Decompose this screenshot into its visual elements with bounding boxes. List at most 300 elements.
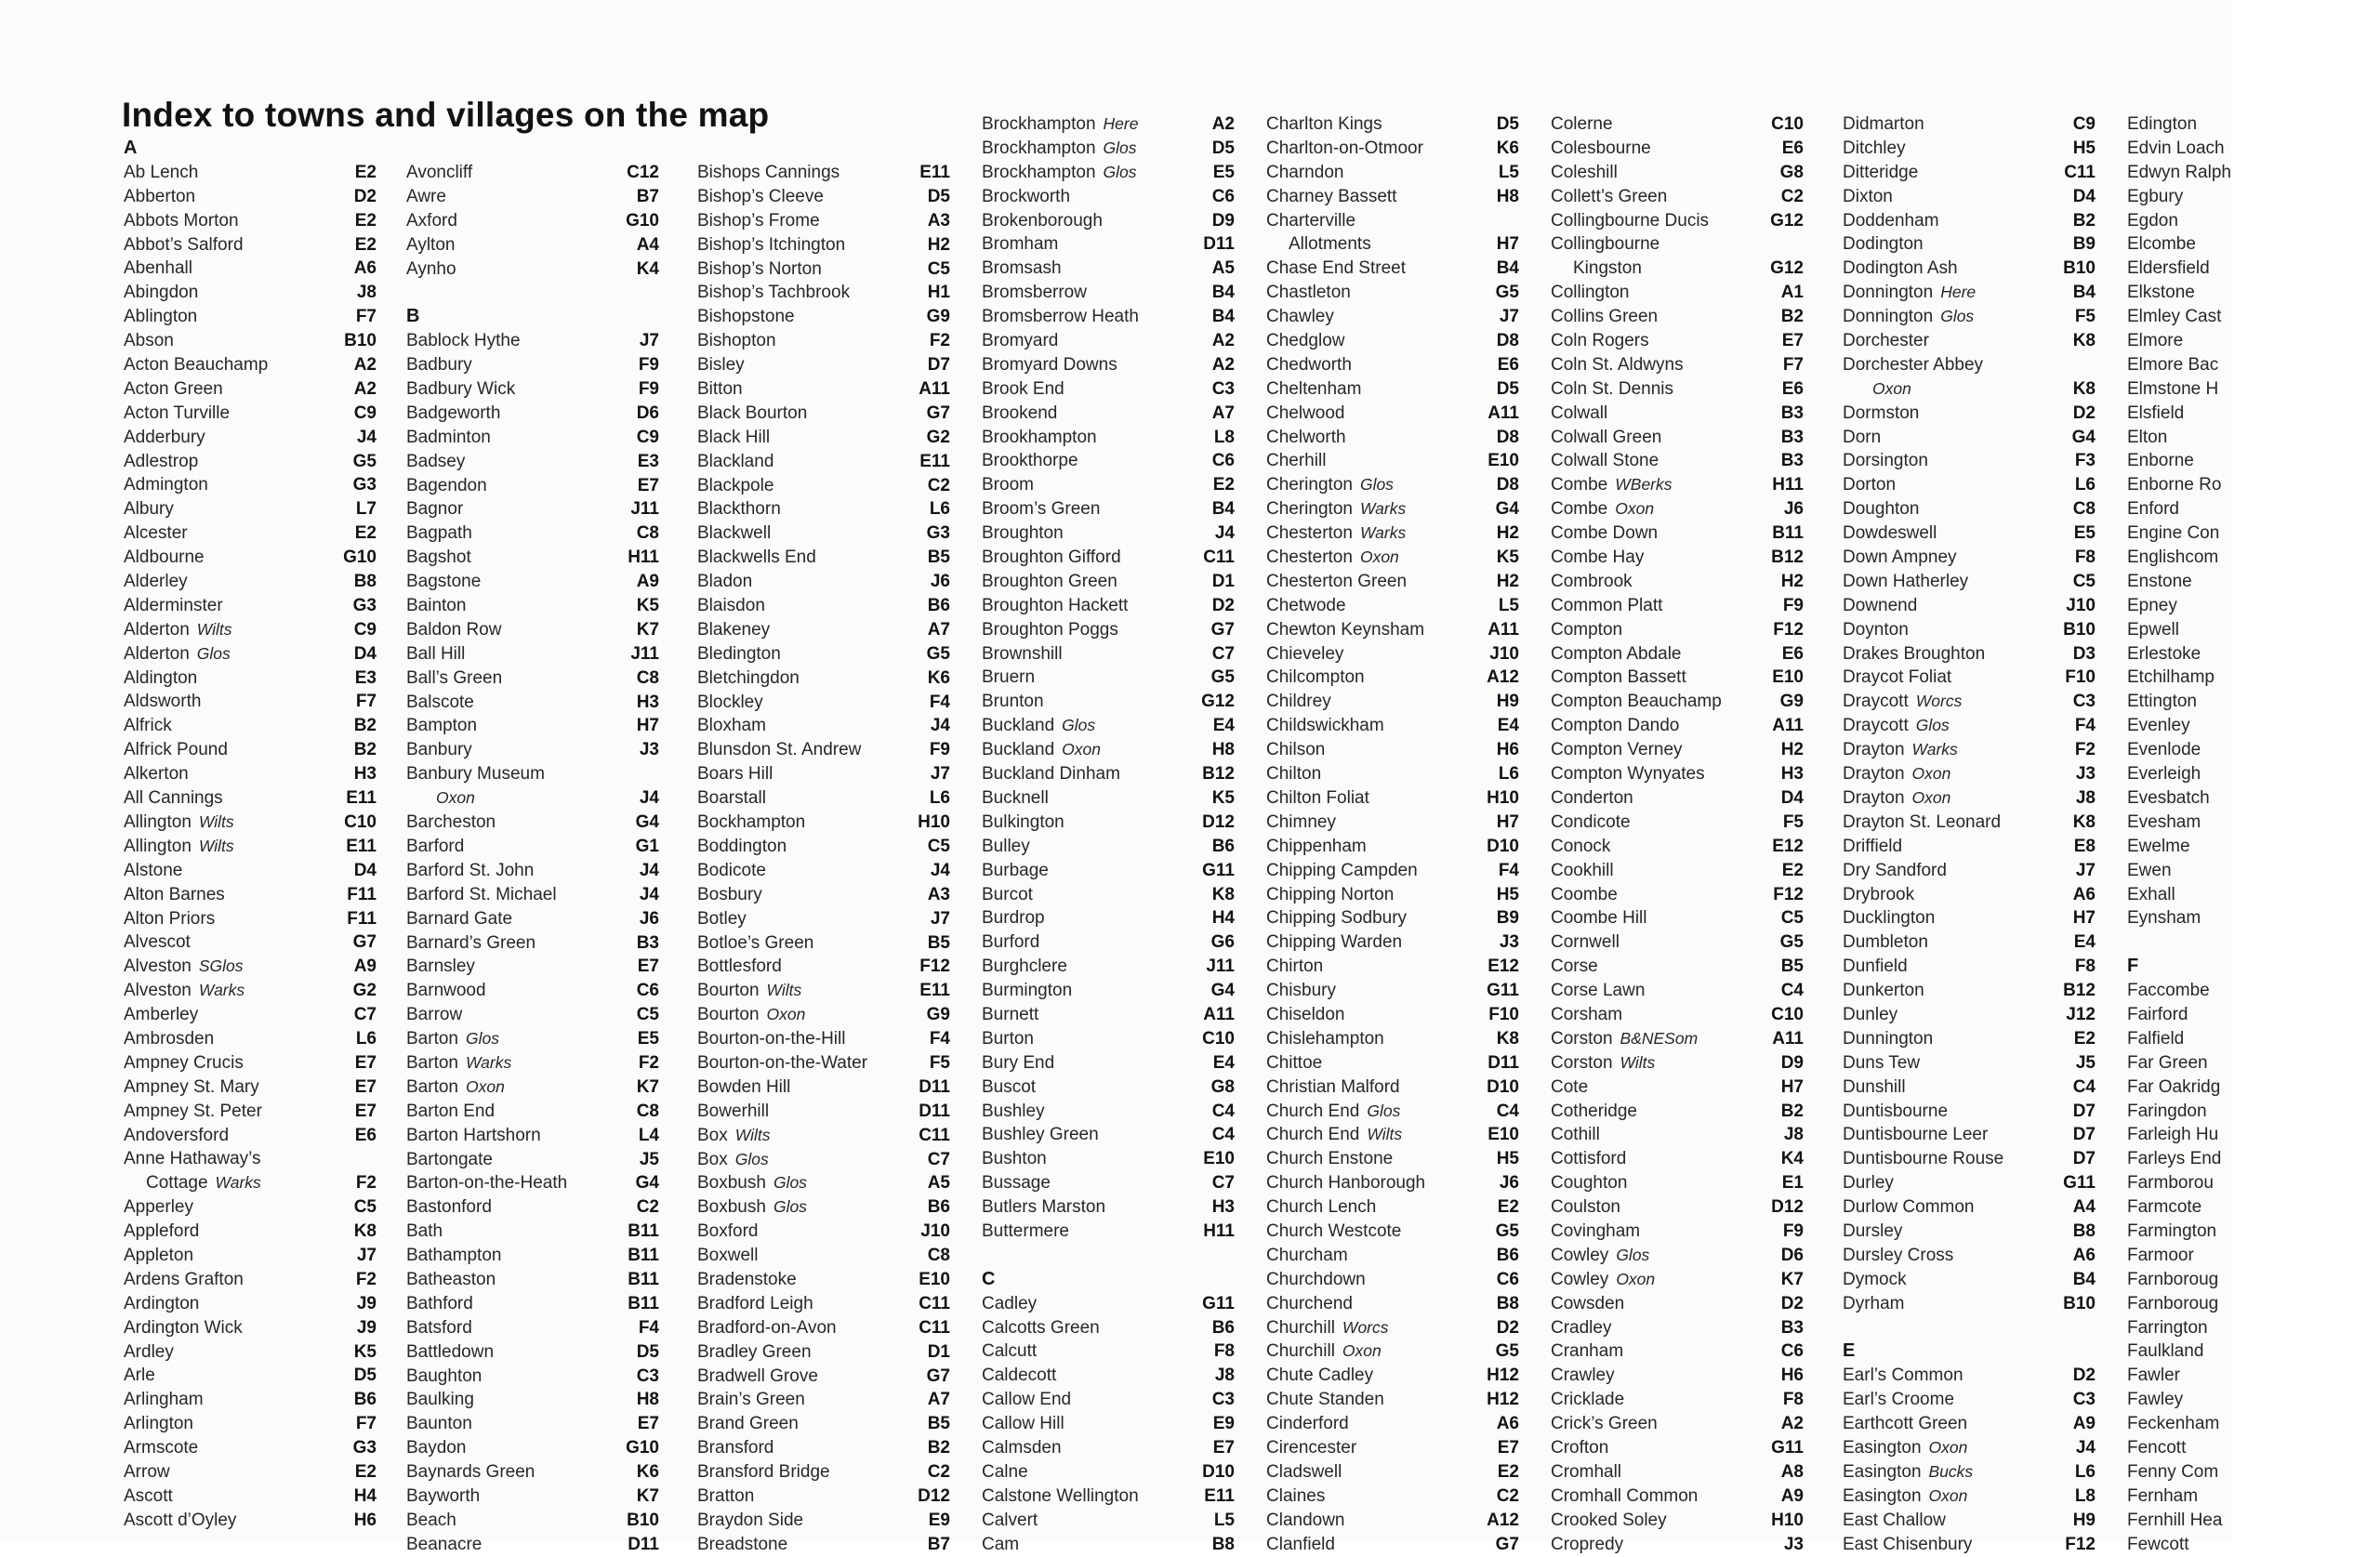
grid-ref: C10 [1202, 1028, 1235, 1049]
grid-ref: D5 [927, 186, 950, 206]
place-name: Chittoe [1266, 1052, 1323, 1073]
index-entry [2127, 690, 2380, 714]
grid-ref: H10 [1771, 1510, 1804, 1530]
grid-ref: G11 [1487, 981, 1519, 1001]
grid-ref: B2 [1780, 307, 1804, 327]
place-name: Ardington [124, 1293, 200, 1313]
index-entry [982, 1460, 1235, 1484]
grid-ref: H5 [1496, 884, 1519, 904]
index-entry [982, 883, 1235, 907]
index-entry [1551, 1533, 1804, 1557]
place-name: Badbury Wick [406, 379, 516, 400]
index-entry [2127, 257, 2380, 281]
place-name: Brookend [982, 402, 1058, 423]
index-entry [697, 1220, 950, 1244]
place-name: Cinderford [1266, 1414, 1349, 1434]
place-name: Compton Wynyates [1551, 764, 1705, 785]
index-entry [1551, 1003, 1804, 1027]
index-entry [124, 666, 377, 691]
index-entry [406, 1340, 659, 1365]
index-entry [1551, 642, 1804, 666]
index-entry [1551, 257, 1804, 281]
index-column-1 [124, 137, 377, 1533]
index-entry [1843, 257, 2096, 281]
grid-ref: L6 [2074, 1461, 2096, 1482]
place-name: Conock [1551, 836, 1611, 856]
place-name: Calvert [982, 1510, 1038, 1530]
place-name: Chase End Street [1266, 258, 1406, 279]
index-entry [1266, 1364, 1519, 1388]
index-entry [982, 257, 1235, 281]
index-entry [1266, 473, 1519, 497]
grid-ref: G10 [626, 210, 659, 231]
place-name: Brand Green [697, 1414, 799, 1434]
place-name: Boxbush Glos [697, 1197, 807, 1218]
place-name: Bloxham [697, 716, 766, 736]
grid-ref: G4 [635, 1173, 659, 1194]
place-name: Batsford [406, 1317, 472, 1338]
grid-ref: C4 [1211, 1101, 1235, 1121]
grid-ref: H12 [1487, 1366, 1519, 1386]
grid-ref: C4 [1496, 1101, 1519, 1121]
place-name: Chipping Warden [1266, 932, 1403, 953]
place-name: Duntisbourne Leer [1843, 1125, 1989, 1145]
index-entry [2127, 305, 2380, 329]
place-name: Bishop’s Norton [697, 258, 822, 279]
index-entry [1843, 859, 2096, 883]
grid-ref: J7 [639, 331, 659, 351]
index-entry [1266, 642, 1519, 666]
grid-ref: E10 [1488, 1125, 1519, 1145]
place-name: Bladon [697, 572, 753, 592]
place-name: Bath [406, 1221, 443, 1242]
grid-ref: K4 [636, 258, 659, 279]
county-qualifier: Oxon [436, 788, 475, 808]
grid-ref: E6 [1497, 354, 1519, 375]
county-qualifier: Warks [198, 981, 245, 1000]
place-name: Dymock [1843, 1269, 1907, 1289]
index-entry [1551, 1100, 1804, 1124]
place-name: Arlingham [124, 1390, 204, 1410]
place-name: Bottlesford [697, 957, 782, 977]
place-name: Dorchester Abbey [1843, 354, 1984, 375]
grid-ref: K7 [636, 1485, 659, 1506]
index-entry [1266, 811, 1519, 835]
place-name: Barnard’s Green [406, 932, 536, 953]
place-name: Chipping Norton [1266, 884, 1395, 904]
place-name: Barnwood [406, 981, 486, 1001]
grid-ref: E2 [354, 234, 377, 255]
index-entry [124, 185, 377, 209]
index-entry [2127, 1484, 2380, 1509]
index-entry [124, 473, 377, 497]
place-name: Easington Oxon [1843, 1437, 1968, 1458]
index-entry [406, 1003, 659, 1027]
grid-ref: C2 [927, 1462, 950, 1483]
grid-ref: C2 [927, 475, 950, 495]
index-entry [1843, 594, 2096, 618]
grid-ref: H2 [1780, 740, 1804, 760]
grid-ref: E7 [354, 1052, 377, 1073]
grid-ref: D6 [1780, 1245, 1804, 1265]
index-entry [124, 1364, 377, 1388]
grid-ref: D7 [2072, 1149, 2096, 1169]
place-name: Fawler [2127, 1366, 2181, 1386]
grid-ref: E10 [1203, 1149, 1235, 1169]
grid-ref: C6 [1211, 186, 1235, 206]
index-entry [697, 1100, 950, 1124]
place-name: Childrey [1266, 692, 1331, 712]
grid-ref: K4 [1780, 1149, 1804, 1169]
grid-ref: B7 [927, 1534, 950, 1554]
index-entry [982, 570, 1235, 594]
index-entry [697, 618, 950, 642]
place-name: Allington Wilts [124, 811, 234, 832]
index-entry [1266, 281, 1519, 305]
index-entry [1843, 762, 2096, 786]
grid-ref: F9 [1782, 1221, 1804, 1241]
index-entry [406, 1195, 659, 1220]
index-entry [1266, 1147, 1519, 1171]
grid-ref: C3 [636, 1366, 659, 1386]
grid-ref: L8 [2074, 1485, 2096, 1506]
place-name: Down Hatherley [1843, 571, 1969, 591]
county-qualifier: Wilts [766, 981, 802, 1000]
grid-ref: G7 [1210, 619, 1235, 640]
grid-ref: C4 [1780, 981, 1804, 1001]
index-entry [124, 1220, 377, 1244]
place-name: Ardens Grafton [124, 1269, 244, 1289]
index-entry [406, 1220, 659, 1244]
index-entry [1843, 449, 2096, 473]
county-qualifier: Oxon [1928, 1437, 1968, 1457]
place-name: Ditchley [1843, 138, 1906, 158]
place-name: Farmington [2127, 1221, 2217, 1241]
index-entry [124, 329, 377, 353]
index-entry [2127, 112, 2380, 137]
grid-ref: B12 [1771, 548, 1804, 568]
index-entry [982, 835, 1235, 859]
place-name: Bromsash [982, 258, 1062, 279]
place-name: Chislehampton [1266, 1028, 1384, 1049]
index-entry [1843, 714, 2096, 738]
index-entry [1551, 690, 1804, 714]
grid-ref: E4 [1497, 716, 1519, 736]
place-name: Calmsden [982, 1437, 1062, 1458]
index-entry [697, 570, 950, 594]
grid-ref: J4 [2075, 1437, 2096, 1458]
place-name: Dunshill [1843, 1076, 1906, 1097]
grid-ref: K7 [636, 1076, 659, 1097]
index-entry [697, 305, 950, 329]
grid-ref: H3 [353, 764, 377, 785]
place-name: Chewton Keynsham [1266, 619, 1425, 640]
place-name: Dry Sandford [1843, 860, 1947, 880]
grid-ref: F9 [929, 740, 950, 760]
place-name: Brockhampton Glos [982, 138, 1137, 158]
place-name: Ewelme [2127, 836, 2190, 856]
index-entry [1551, 811, 1804, 835]
grid-ref: E2 [2073, 1028, 2096, 1049]
place-name: Compton Beauchamp [1551, 692, 1722, 712]
index-entry [124, 1027, 377, 1051]
place-name: Beanacre [406, 1534, 483, 1554]
index-entry [1551, 473, 1804, 497]
index-entry [1266, 1027, 1519, 1051]
grid-ref: E3 [354, 667, 377, 688]
index-entry [406, 1292, 659, 1316]
place-name: Alton Barnes [124, 884, 225, 904]
grid-ref: F4 [2074, 716, 2096, 736]
place-name: Bromsberrow [982, 283, 1087, 303]
index-entry [1551, 714, 1804, 738]
grid-ref: G8 [1779, 162, 1804, 182]
index-entry [2127, 1388, 2380, 1412]
grid-ref: H9 [1496, 692, 1519, 712]
grid-ref: A1 [1780, 283, 1804, 303]
place-name: Alvescot [124, 932, 191, 953]
place-name: Brunton [982, 692, 1044, 712]
place-name: Farleys End [2127, 1149, 2222, 1169]
grid-ref: A12 [1487, 667, 1519, 688]
place-name: Bishopstone [697, 307, 795, 327]
index-entry [124, 1124, 377, 1148]
grid-ref: F2 [929, 331, 950, 351]
grid-ref: B5 [927, 932, 950, 953]
index-entry [1843, 1171, 2096, 1195]
grid-ref: C7 [927, 1149, 950, 1169]
place-name: Doynton [1843, 619, 1909, 640]
grid-ref: C2 [1496, 1485, 1519, 1506]
place-name: Badminton [406, 427, 491, 447]
index-entry [1551, 112, 1804, 137]
county-qualifier: Glos [1915, 716, 1950, 735]
place-name: Elmstone H [2127, 378, 2219, 399]
place-name: Cladswell [1266, 1461, 1342, 1482]
index-entry [982, 1003, 1235, 1027]
index-entry [697, 1388, 950, 1412]
county-qualifier: Glos [465, 1029, 499, 1049]
index-entry [697, 955, 950, 979]
grid-ref: F12 [2065, 1534, 2096, 1554]
place-name: Earl’s Croome [1843, 1390, 1955, 1410]
place-name: Coln St. Aldwyns [1551, 354, 1684, 375]
index-entry [1266, 1051, 1519, 1075]
grid-ref: J10 [920, 1221, 950, 1242]
grid-ref: K6 [1496, 138, 1519, 158]
place-name: Balscote [406, 692, 474, 712]
grid-ref: D1 [1211, 571, 1235, 591]
index-entry [1843, 1123, 2096, 1147]
index-entry [406, 450, 659, 474]
index-entry [124, 907, 377, 931]
place-name: Aylton [406, 234, 456, 255]
place-name: Battledown [406, 1341, 495, 1362]
grid-ref: H4 [353, 1485, 377, 1506]
index-entry [982, 1509, 1235, 1533]
index-entry [1843, 1075, 2096, 1100]
place-name: Baughton [406, 1366, 483, 1386]
grid-ref: K6 [927, 667, 950, 688]
index-entry [697, 209, 950, 233]
place-name: Burnett [982, 1004, 1039, 1024]
index-entry [124, 859, 377, 883]
index-entry [2127, 906, 2380, 930]
grid-ref: C10 [1771, 114, 1804, 134]
place-name: Church End Glos [1266, 1101, 1401, 1121]
grid-ref: E6 [1781, 643, 1804, 664]
place-name: Arrow [124, 1461, 170, 1482]
place-name: Exhall [2127, 884, 2175, 904]
grid-ref: F4 [1498, 860, 1519, 880]
index-entry [982, 497, 1235, 521]
place-name: Church Enstone [1266, 1149, 1394, 1169]
place-name: Abson [124, 331, 174, 351]
grid-ref: B7 [636, 186, 659, 206]
place-name: Cirencester [1266, 1437, 1357, 1458]
index-entry [697, 907, 950, 931]
place-name: Earthcott Green [1843, 1414, 1968, 1434]
index-entry [124, 1195, 377, 1220]
index-entry [697, 546, 950, 570]
index-entry [1266, 570, 1519, 594]
place-name: Churcham [1266, 1245, 1348, 1265]
index-entry [1551, 786, 1804, 811]
place-name: Dodington Ash [1843, 258, 1958, 279]
index-entry [1843, 1388, 2096, 1412]
index-entry [1266, 762, 1519, 786]
section-gap [1843, 1316, 2096, 1340]
index-entry [697, 450, 950, 474]
index-entry [2127, 426, 2380, 450]
index-entry [697, 233, 950, 257]
index-entry [1551, 402, 1804, 426]
place-name: Aldsworth [124, 692, 202, 712]
grid-ref: G5 [1495, 1221, 1519, 1241]
index-entry [2127, 1412, 2380, 1436]
index-entry [2127, 1100, 2380, 1124]
place-name: Chesterton Green [1266, 571, 1408, 591]
place-name: Cropredy [1551, 1534, 1624, 1554]
grid-ref: L4 [638, 1125, 659, 1145]
index-entry [697, 811, 950, 835]
index-entry [1551, 955, 1804, 979]
index-entry [697, 1195, 950, 1220]
grid-ref: F2 [638, 1052, 659, 1073]
place-name: Cradley [1551, 1317, 1612, 1338]
place-name: Barnsley [406, 957, 475, 977]
grid-ref: E8 [2073, 836, 2096, 856]
index-entry [406, 233, 659, 257]
place-name: Beach [406, 1510, 456, 1530]
place-name: Evesham [2127, 811, 2202, 832]
index-entry [1843, 305, 2096, 329]
county-qualifier: Oxon [465, 1076, 505, 1096]
place-name: Breadstone [697, 1534, 788, 1554]
grid-ref: J8 [1783, 1125, 1804, 1145]
place-name: Cothill [1551, 1125, 1600, 1145]
place-name: Abbots Morton [124, 210, 239, 231]
place-name: Caldecott [982, 1366, 1057, 1386]
index-entry [982, 786, 1235, 811]
grid-ref: J4 [639, 788, 659, 809]
place-name: Blockley [697, 692, 763, 712]
grid-ref: K5 [1211, 787, 1235, 808]
place-name: Doddenham [1843, 210, 1939, 231]
place-name: Box Glos [697, 1149, 769, 1169]
index-entry [1843, 185, 2096, 209]
county-qualifier: Oxon [1616, 1269, 1656, 1288]
place-name: Epney [2127, 595, 2177, 615]
index-entry [2127, 859, 2380, 883]
place-name: Dowdeswell [1843, 523, 1937, 544]
index-entry [1843, 353, 2096, 377]
county-qualifier: Here [1103, 114, 1139, 133]
place-name: Arle [124, 1366, 155, 1386]
index-entry [124, 521, 377, 546]
index-entry [1843, 209, 2096, 233]
index-entry [697, 1509, 950, 1533]
grid-ref: E12 [1488, 957, 1519, 977]
place-name: Cam [982, 1534, 1020, 1554]
grid-ref: E7 [1781, 331, 1804, 351]
index-entry [1266, 955, 1519, 979]
grid-ref: J9 [356, 1293, 377, 1313]
grid-ref: G1 [635, 836, 659, 856]
grid-ref: C5 [636, 1005, 659, 1025]
place-name: Brook End [982, 378, 1064, 399]
grid-ref: F9 [1782, 595, 1804, 615]
place-name: Boxwell [697, 1246, 759, 1266]
place-name: Acton Green [124, 378, 223, 399]
index-entry [1551, 594, 1804, 618]
grid-ref: B4 [1211, 283, 1235, 303]
index-entry [2127, 570, 2380, 594]
grid-ref: H6 [1496, 740, 1519, 760]
place-name: Alveston Warks [124, 981, 245, 1001]
grid-ref: H10 [918, 812, 950, 833]
grid-ref: B12 [2063, 981, 2096, 1001]
grid-ref: J10 [1489, 643, 1519, 664]
index-entry [2127, 1027, 2380, 1051]
place-name: Bagnor [406, 499, 464, 520]
index-entry [982, 618, 1235, 642]
grid-ref: J5 [639, 1149, 659, 1169]
place-name: Broom’s Green [982, 499, 1101, 520]
grid-ref: F2 [355, 1173, 377, 1194]
place-name: Compton Abdale [1551, 643, 1682, 664]
place-name: Drayton Warks [1843, 740, 1958, 760]
index-entry [406, 521, 659, 546]
index-entry [1843, 955, 2096, 979]
place-name: Evenley [2127, 716, 2190, 736]
place-name: Callow Hill [982, 1414, 1064, 1434]
place-name: Bushley Green [982, 1125, 1099, 1145]
grid-ref: G12 [1770, 258, 1804, 279]
county-qualifier: Oxon [1342, 1341, 1382, 1361]
place-name: Chilcompton [1266, 667, 1365, 688]
grid-ref: B10 [627, 1510, 659, 1530]
grid-ref: B6 [353, 1390, 377, 1410]
place-name: Clandown [1266, 1510, 1345, 1530]
place-name: Earl’s Common [1843, 1366, 1964, 1386]
index-entry [124, 1051, 377, 1075]
place-name: Bishop’s Cleeve [697, 186, 824, 206]
index-entry [697, 979, 950, 1003]
grid-ref: F7 [355, 1414, 377, 1434]
place-name: Callow End [982, 1390, 1072, 1410]
index-entry [697, 786, 950, 811]
